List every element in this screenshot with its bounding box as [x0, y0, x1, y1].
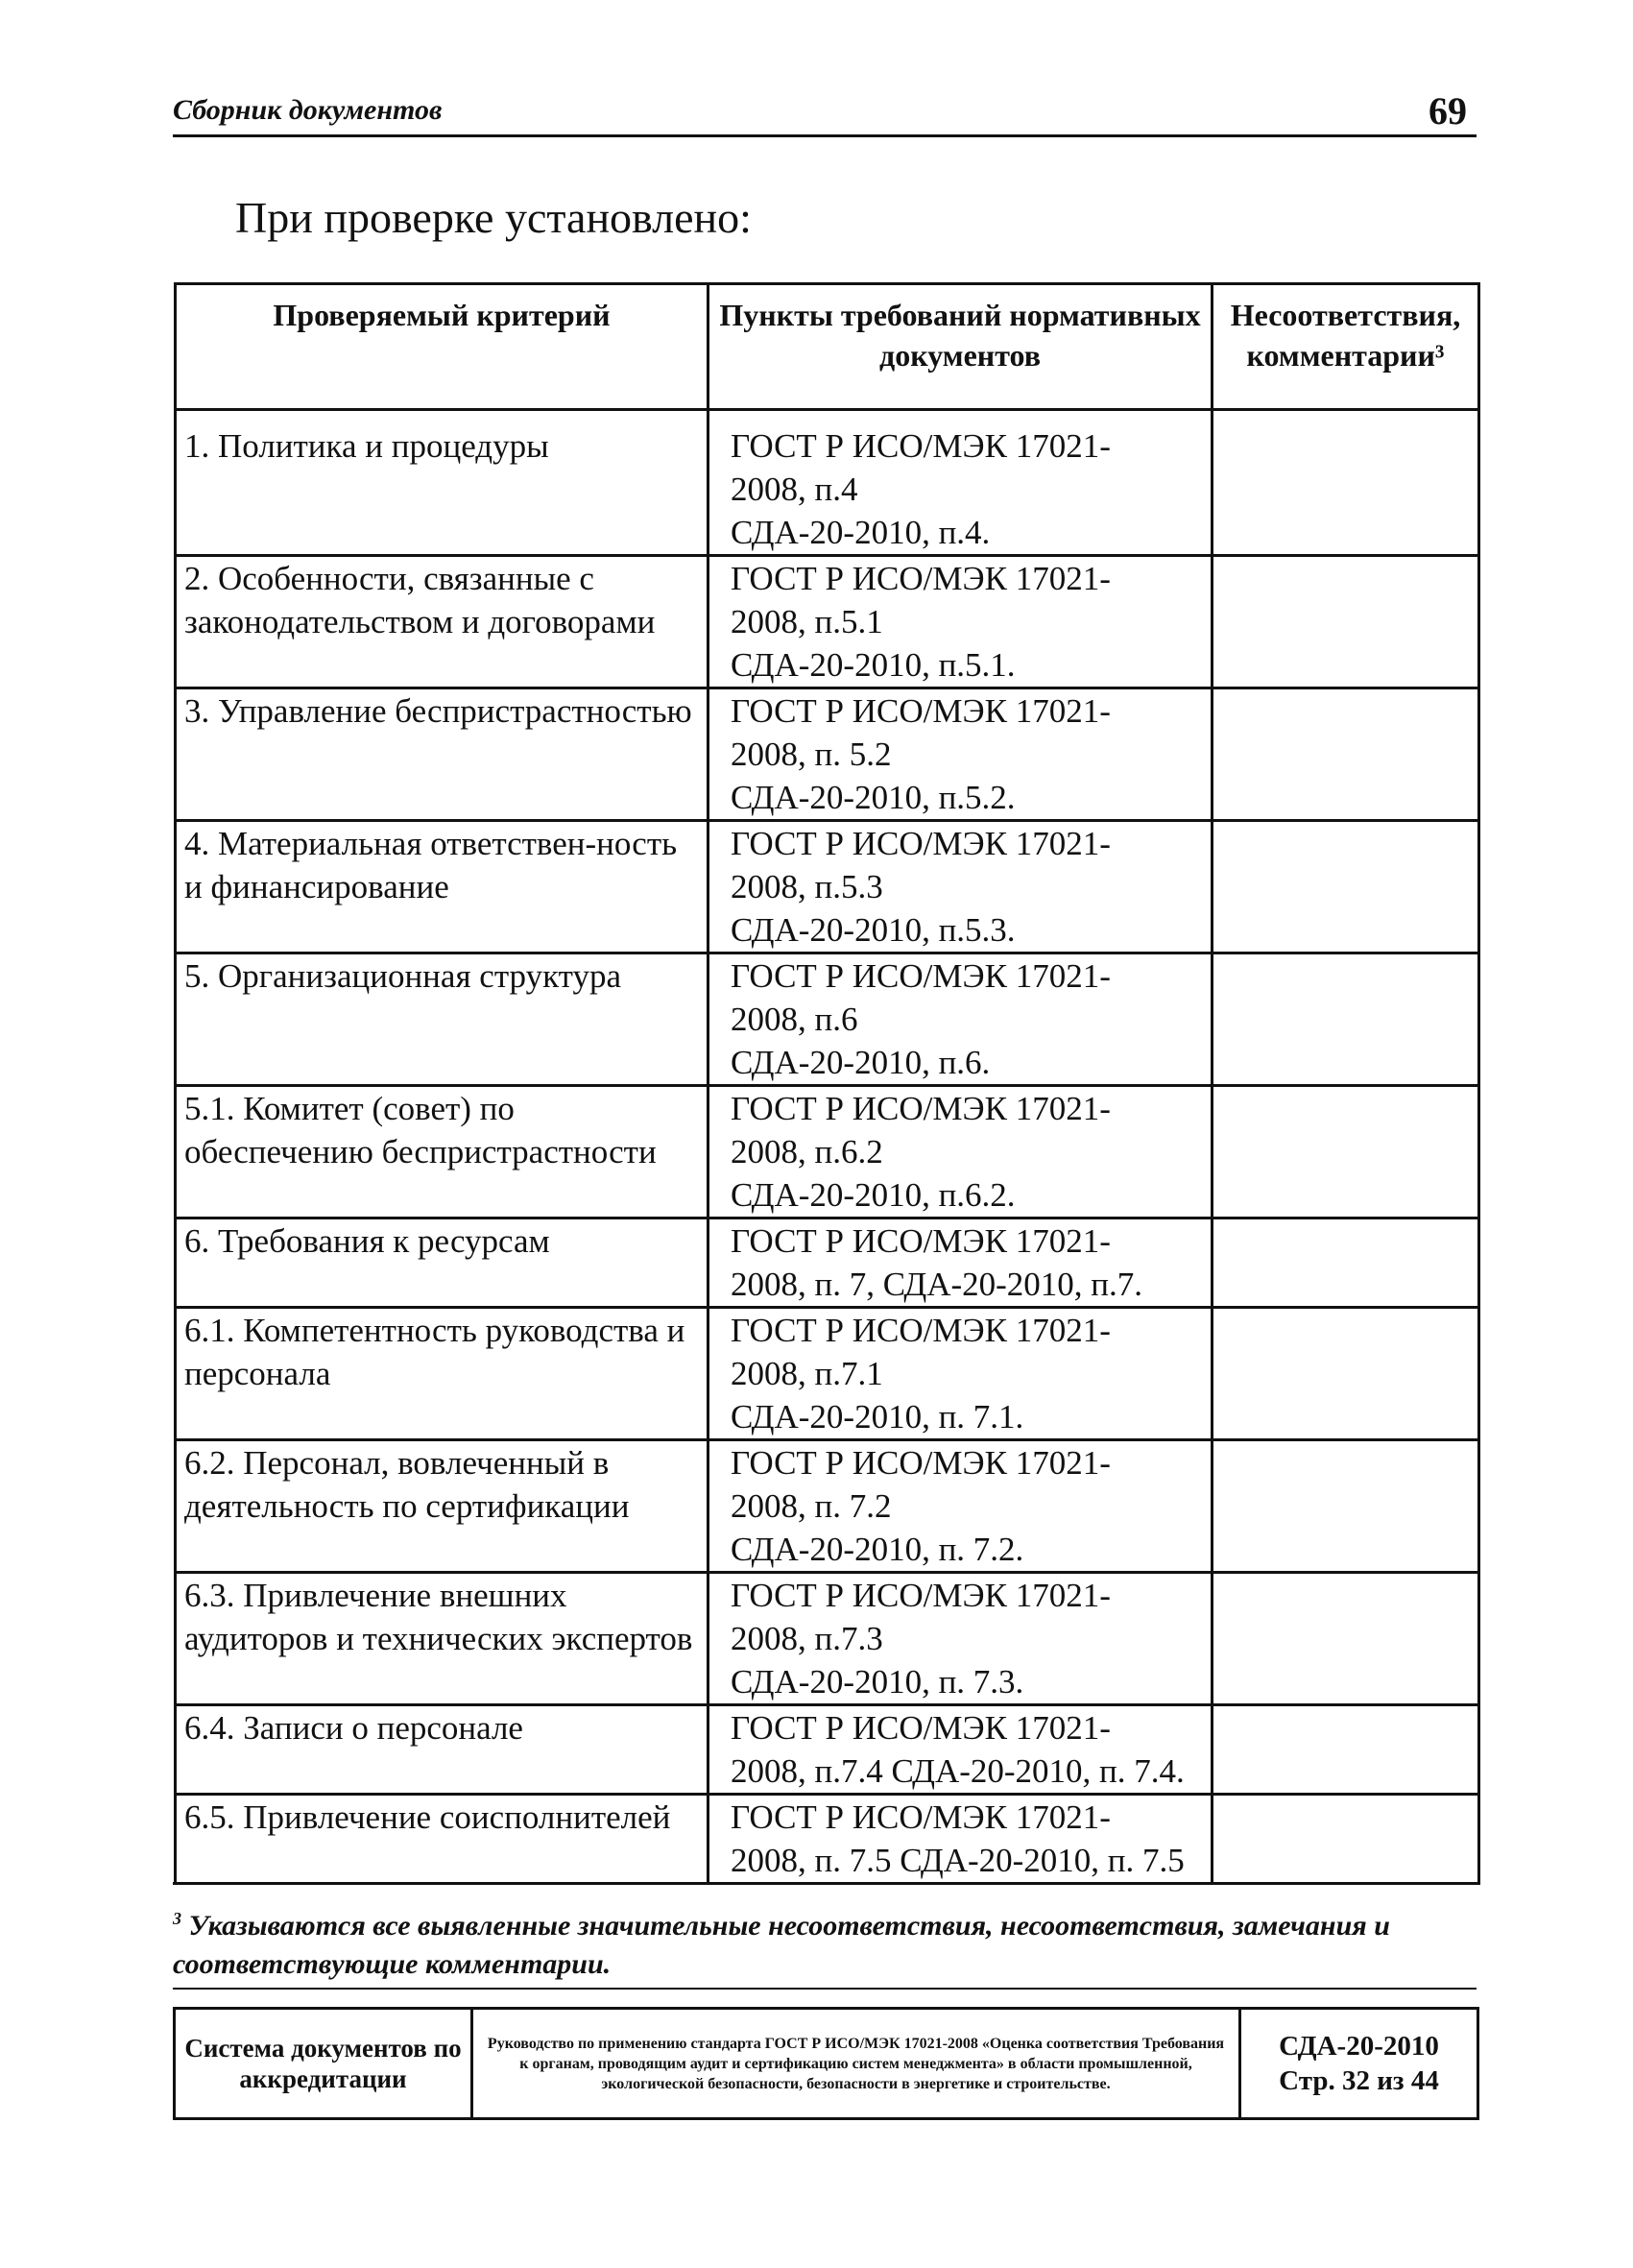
- criterion-cell: 1. Политика и процедуры: [176, 410, 708, 556]
- page-number: 69: [1429, 89, 1467, 133]
- requirement-line: ГОСТ Р ИСО/МЭК 17021-: [731, 825, 1111, 862]
- footer-doc-code: СДА-20-2010: [1279, 2031, 1439, 2062]
- requirement-line: 2008, п. 7.5 СДА-20-2010, п. 7.5: [731, 1842, 1185, 1879]
- requirement-line: ГОСТ Р ИСО/МЭК 17021-: [731, 560, 1111, 597]
- criteria-table-body: [176, 410, 1479, 1884]
- requirement-line: СДА-20-2010, п.5.1.: [731, 646, 1016, 684]
- requirement-line: СДА-20-2010, п. 7.3.: [731, 1663, 1024, 1701]
- footnote: [173, 1899, 1478, 1984]
- requirements-cell: [708, 1795, 1213, 1884]
- comment-cell: [1213, 1308, 1479, 1440]
- comment-cell: [1213, 410, 1479, 556]
- comment-cell: [1213, 1795, 1479, 1884]
- requirement-line: ГОСТ Р ИСО/МЭК 17021-: [731, 1312, 1111, 1349]
- table-header-row: [176, 284, 1479, 410]
- criteria-table: [174, 282, 1480, 1885]
- comment-cell: [1213, 1705, 1479, 1795]
- footer-system-name: Система документов по аккредитации: [175, 2009, 472, 2119]
- requirement-line: ГОСТ Р ИСО/МЭК 17021-: [731, 1222, 1111, 1260]
- requirement-line: 2008, п.7.1: [731, 1355, 883, 1392]
- comment-cell: [1213, 821, 1479, 953]
- criterion-cell: 6.4. Записи о персонале: [176, 1705, 708, 1795]
- footnote-rule: [173, 1882, 286, 1885]
- table-row: [176, 1308, 1479, 1440]
- comment-cell: [1213, 688, 1479, 821]
- requirement-line: СДА-20-2010, п.6.: [731, 1044, 991, 1081]
- criterion-cell: 4. Материальная ответствен-ность и финансирование: [176, 821, 708, 953]
- table-row: [176, 1218, 1479, 1308]
- requirement-line: ГОСТ Р ИСО/МЭК 17021-: [731, 1798, 1111, 1836]
- criterion-cell: 5. Организационная структура: [176, 953, 708, 1086]
- table-row: [176, 1795, 1479, 1884]
- footer-description: Руководство по применению стандарта ГОСТ Р ИСО/МЭК 17021-2008 «Оценка соответствия Требования к органам, проводящим аудит и сертификацию систем менеджмента» в области промышленной, экологической безопасности, безопасности в энергетике и строительстве.: [472, 2009, 1240, 2119]
- comment-cell: [1213, 1440, 1479, 1573]
- requirement-line: ГОСТ Р ИСО/МЭК 17021-: [731, 1444, 1111, 1482]
- comment-cell: [1213, 1086, 1479, 1218]
- requirement-line: СДА-20-2010, п.5.2.: [731, 779, 1016, 816]
- comment-cell: [1213, 556, 1479, 688]
- comment-cell: [1213, 1218, 1479, 1308]
- table-row: [176, 953, 1479, 1086]
- criterion-cell: 2. Особенности, связанные с законодательством и договорами: [176, 556, 708, 688]
- criterion-cell: 5.1. Комитет (совет) по обеспечению беспристрастности: [176, 1086, 708, 1218]
- header-criterion: Проверяемый критерий: [176, 284, 708, 410]
- criterion-cell: 6. Требования к ресурсам: [176, 1218, 708, 1308]
- requirement-line: 2008, п.7.4 СДА-20-2010, п. 7.4.: [731, 1752, 1185, 1790]
- header-divider: [173, 134, 1477, 137]
- requirement-line: СДА-20-2010, п.5.3.: [731, 911, 1016, 949]
- requirements-cell: [708, 1218, 1213, 1308]
- requirement-line: 2008, п. 7, СДА-20-2010, п.7.: [731, 1266, 1143, 1303]
- requirements-cell: [708, 1308, 1213, 1440]
- requirement-line: 2008, п.6.2: [731, 1133, 883, 1170]
- table-row: [176, 821, 1479, 953]
- criterion-cell: 6.1. Компетентность руководства и персонала: [176, 1308, 708, 1440]
- requirement-line: 2008, п.5.3: [731, 868, 883, 905]
- requirements-cell: [708, 1086, 1213, 1218]
- table-row: [176, 410, 1479, 556]
- requirement-line: 2008, п. 7.2: [731, 1487, 892, 1525]
- comment-cell: [1213, 953, 1479, 1086]
- requirement-line: СДА-20-2010, п.6.2.: [731, 1176, 1016, 1214]
- table-row: [176, 688, 1479, 821]
- requirements-cell: [708, 410, 1213, 556]
- table-row: [176, 1573, 1479, 1705]
- table-row: [176, 1086, 1479, 1218]
- criterion-cell: 6.2. Персонал, вовлеченный в деятельность по сертификации: [176, 1440, 708, 1573]
- requirements-cell: [708, 953, 1213, 1086]
- requirement-line: ГОСТ Р ИСО/МЭК 17021-: [731, 427, 1111, 465]
- requirements-cell: [708, 1440, 1213, 1573]
- header-requirements: Пункты требований нормативных документов: [708, 284, 1213, 410]
- table-row: [176, 1440, 1479, 1573]
- running-header-title: Сборник документов: [173, 94, 443, 126]
- criterion-cell: 3. Управление беспристрастностью: [176, 688, 708, 821]
- requirements-cell: [708, 1573, 1213, 1705]
- requirement-line: 2008, п.5.1: [731, 603, 883, 640]
- requirement-line: 2008, п.4: [731, 470, 858, 508]
- requirement-line: ГОСТ Р ИСО/МЭК 17021-: [731, 692, 1111, 730]
- requirement-line: СДА-20-2010, п. 7.1.: [731, 1398, 1024, 1436]
- intro-heading: При проверке установлено:: [235, 193, 752, 242]
- footnote-text: Указываются все выявленные значительные несоответствия, несоответствия, замечания и соответствующие комментарии.: [173, 1910, 1390, 1980]
- footer-page-count: Стр. 32 из 44: [1279, 2065, 1439, 2096]
- footer-divider: [173, 1988, 1477, 1990]
- footer-doc-info: [1240, 2009, 1478, 2119]
- requirement-line: ГОСТ Р ИСО/МЭК 17021-: [731, 1090, 1111, 1127]
- requirement-line: ГОСТ Р ИСО/МЭК 17021-: [731, 957, 1111, 995]
- requirements-cell: [708, 1705, 1213, 1795]
- document-footer: [173, 2007, 1479, 2120]
- requirements-cell: [708, 688, 1213, 821]
- footnote-marker: 3: [173, 1909, 181, 1928]
- table-row: [176, 556, 1479, 688]
- requirement-line: ГОСТ Р ИСО/МЭК 17021-: [731, 1577, 1111, 1614]
- requirement-line: 2008, п.7.3: [731, 1620, 883, 1657]
- requirements-cell: [708, 821, 1213, 953]
- table-row: [176, 1705, 1479, 1795]
- requirement-line: 2008, п.6: [731, 1001, 858, 1038]
- requirements-cell: [708, 556, 1213, 688]
- requirement-line: ГОСТ Р ИСО/МЭК 17021-: [731, 1709, 1111, 1747]
- criterion-cell: 6.3. Привлечение внешних аудиторов и технических экспертов: [176, 1573, 708, 1705]
- header-comments: Несоответствия, комментарии³: [1213, 284, 1479, 410]
- requirement-line: СДА-20-2010, п.4.: [731, 514, 991, 551]
- comment-cell: [1213, 1573, 1479, 1705]
- requirement-line: 2008, п. 5.2: [731, 736, 892, 773]
- requirement-line: СДА-20-2010, п. 7.2.: [731, 1531, 1024, 1568]
- criterion-cell: 6.5. Привлечение соисполнителей: [176, 1795, 708, 1884]
